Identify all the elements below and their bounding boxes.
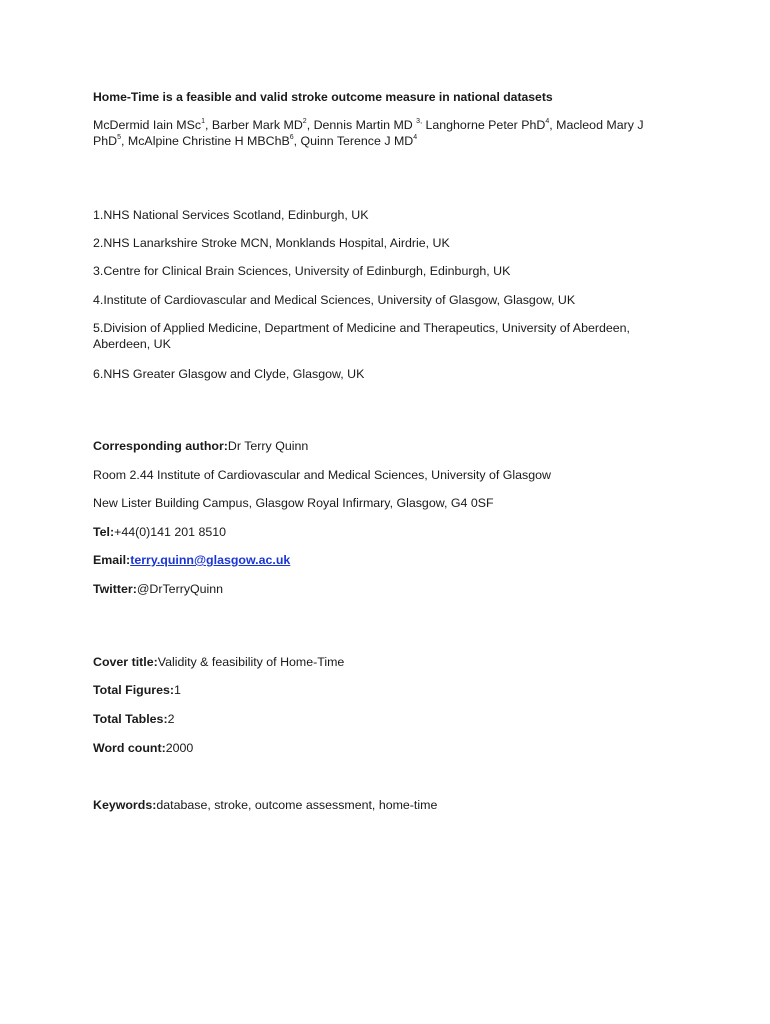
- author-name: Quinn Terence J MD: [300, 134, 414, 148]
- author-name: Langhorne Peter PhD: [425, 118, 546, 132]
- cover-title: [93, 654, 344, 670]
- author-name: Barber Mark MD: [211, 118, 303, 132]
- author-affiliation-sup: 4: [413, 133, 418, 141]
- author-list-line-1: [93, 117, 644, 133]
- author-separator: ,: [549, 118, 557, 132]
- affiliation-4: 4.Institute of Cardiovascular and Medical Sciences, University of Glasgow, Glasgow, UK: [93, 293, 576, 307]
- total-tables-value: 2: [167, 712, 175, 726]
- telephone: [93, 524, 226, 540]
- affiliation-6: 6.NHS Greater Glasgow and Clyde, Glasgow, UK: [93, 367, 365, 381]
- telephone-number: +44(0)141 201 8510: [114, 525, 227, 539]
- total-figures-value: 1: [174, 683, 181, 697]
- address-line-2: New Lister Building Campus, Glasgow Royal Infirmary, Glasgow, G4 0SF: [93, 496, 494, 510]
- word-count: [93, 740, 193, 756]
- email-label: Email:: [93, 553, 131, 567]
- twitter-handle: @DrTerryQuinn: [136, 582, 224, 596]
- keywords-value: database, stroke, outcome assessment, home-time: [156, 798, 438, 812]
- corresponding-author: [93, 438, 308, 454]
- corresponding-author-name: Dr Terry Quinn: [227, 439, 309, 453]
- total-figures-label: Total Figures:: [93, 683, 174, 697]
- twitter-label: Twitter:: [93, 582, 137, 596]
- total-tables-label: Total Tables:: [93, 712, 168, 726]
- author-separator: ,: [121, 134, 128, 148]
- corresponding-author-label: Corresponding author:: [93, 439, 228, 453]
- author-name: McDermid Iain MSc: [93, 118, 202, 132]
- keywords: [93, 797, 437, 813]
- author-separator: ,: [205, 118, 212, 132]
- author-name-part: Macleod Mary J: [556, 118, 644, 132]
- author-separator: ,: [306, 118, 314, 132]
- email: [93, 552, 290, 568]
- affiliation-2: 2.NHS Lanarkshire Stroke MCN, Monklands Hospital, Airdrie, UK: [93, 236, 450, 250]
- author-affiliation-sup: 5: [117, 133, 122, 141]
- affiliation-1: 1.NHS National Services Scotland, Edinburgh, UK: [93, 208, 369, 222]
- total-figures: [93, 682, 181, 698]
- author-name-part: PhD: [93, 134, 118, 148]
- author-affiliation-sup: 3,: [416, 117, 423, 125]
- author-affiliation-sup: 2: [302, 117, 307, 125]
- address-line-1: Room 2.44 Institute of Cardiovascular and Medical Sciences, University of Glasgow: [93, 468, 551, 482]
- word-count-label: Word count:: [93, 741, 166, 755]
- cover-title-label: Cover title:: [93, 655, 158, 669]
- author-separator: ,: [293, 134, 301, 148]
- author-list-line-2: [93, 133, 417, 149]
- author-affiliation-sup: 6: [289, 133, 294, 141]
- cover-title-value: Validity & feasibility of Home-Time: [157, 655, 345, 669]
- author-affiliation-sup: 1: [201, 117, 205, 125]
- affiliation-5: 5.Division of Applied Medicine, Department of Medicine and Therapeutics, University of Aberdeen, Aberdeen, UK: [93, 321, 630, 351]
- email-link[interactable]: terry.quinn@glasgow.ac.uk: [130, 553, 291, 567]
- keywords-label: Keywords:: [93, 798, 157, 812]
- telephone-label: Tel:: [93, 525, 115, 539]
- word-count-value: 2000: [165, 741, 194, 755]
- author-name: McAlpine Christine H MBChB: [127, 134, 290, 148]
- total-tables: [93, 711, 175, 727]
- author-name: Dennis Martin MD: [313, 118, 417, 132]
- author-affiliation-sup: 4: [545, 117, 550, 125]
- paper-title: Home-Time is a feasible and valid stroke outcome measure in national datasets: [93, 90, 553, 104]
- affiliation-3: 3.Centre for Clinical Brain Sciences, University of Edinburgh, Edinburgh, UK: [93, 264, 511, 278]
- twitter: [93, 581, 223, 597]
